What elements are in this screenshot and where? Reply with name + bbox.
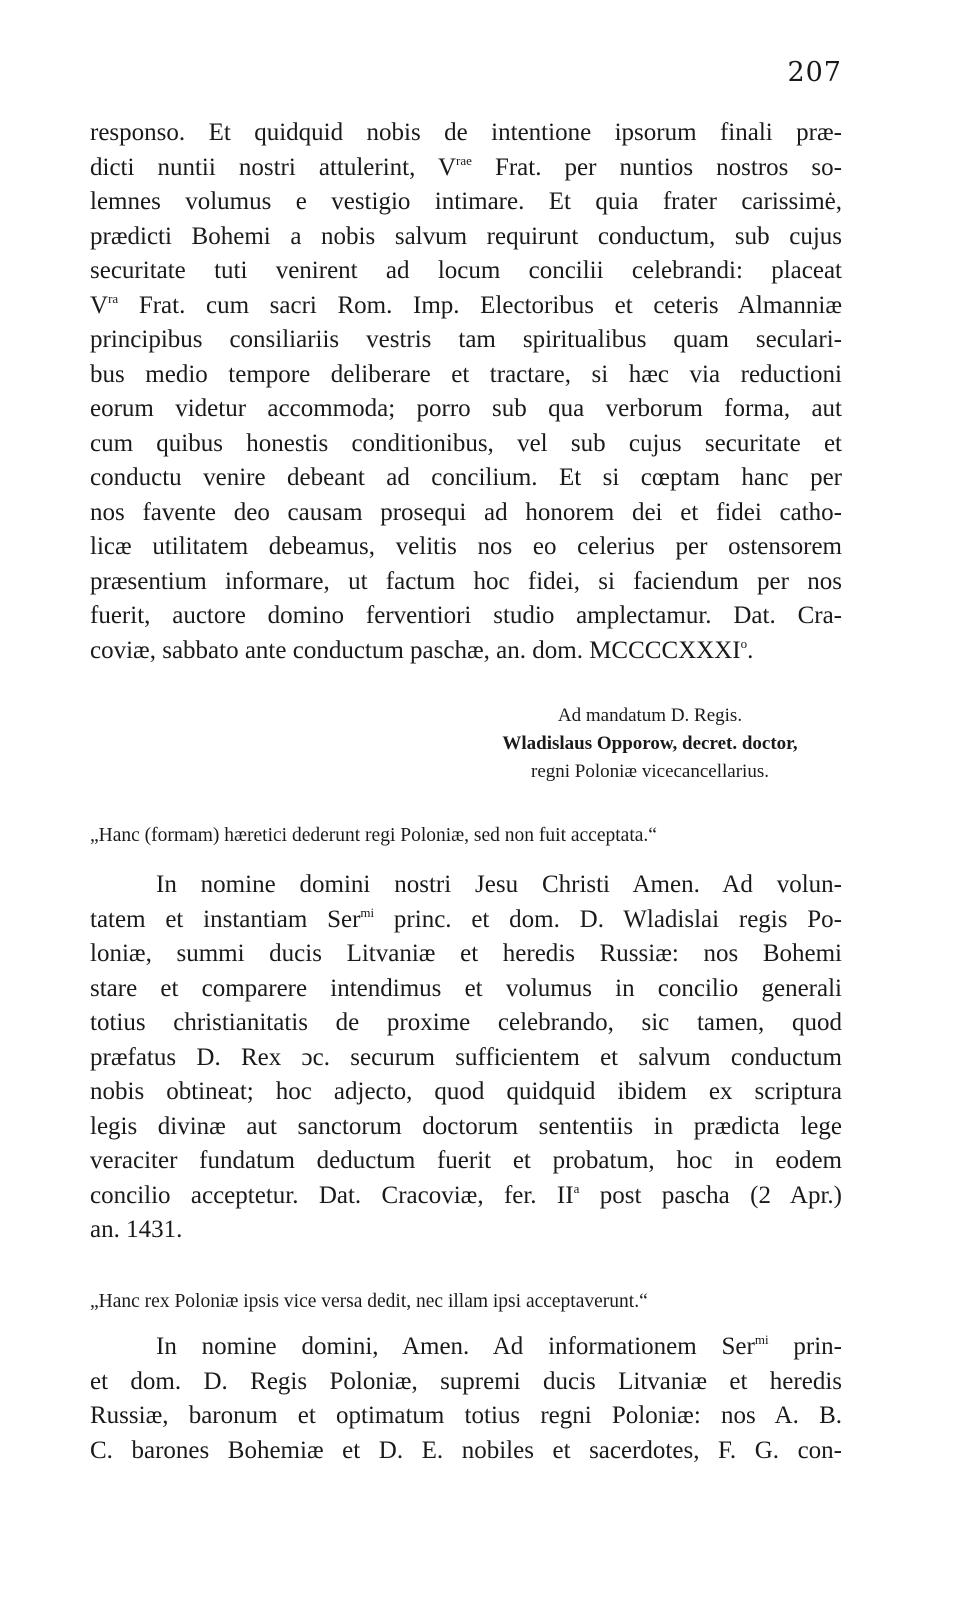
text-line: legis divinæ aut sanctorum doctorum sententiis in prædicta lege: [90, 1112, 842, 1140]
text-line: fuerit, auctore domino ferventiori studio amplectamur. Dat. Cra-: [90, 602, 842, 629]
signature-line: Wladislaus Opporow, decret. doctor,: [502, 733, 798, 754]
text-line: lemnes volumus e vestigio intimare. Et quia frater carissimė,: [90, 188, 842, 215]
paragraph-letter-body: [90, 116, 842, 668]
text-line: securitate tuti venirent ad locum concilii celebrandi: placeat: [90, 257, 842, 284]
text-line: an. 1431.: [90, 1216, 183, 1243]
text-line: stare et comparere intendimus et volumus in concilio generali: [90, 974, 842, 1002]
text-line: nos favente deo causam prosequi ad honorem dei et fidei catho-: [90, 498, 842, 526]
text-line: nobis obtineat; hoc adjecto, quod quidquid ibidem ex scriptura: [90, 1078, 842, 1105]
text-line: C. barones Bohemiæ et D. E. nobiles et sacerdotes, F. G. con-: [90, 1436, 842, 1464]
paragraph-polish-form: [90, 1330, 842, 1468]
text-line: $V^{ra}$ Frat. cum sacri Rom. Imp. Electoribus et ceteris Almanniæ: [90, 290, 842, 319]
text-line: In nomine domini nostri Jesu Christi Amen. Ad volun-: [156, 871, 842, 898]
text-line: cum quibus honestis conditionibus, vel sub cujus securitate et: [90, 429, 842, 457]
text-line: eorum videtur accommoda; porro sub qua verborum forma, aut: [90, 395, 842, 422]
text-line: In nomine domini, Amen. Ad informationem Ser$^{mi}$ prin-: [156, 1332, 842, 1360]
page-number: 207: [787, 57, 842, 88]
paragraph-bohemian-form: [90, 868, 842, 1248]
text-line: totius christianitatis de proxime celebrando, sic tamen, quod: [90, 1009, 842, 1036]
text-line: Russiæ, baronum et optimatum totius regni Poloniæ: nos A. B.: [90, 1402, 842, 1429]
quote-heading-1: „Hanc (formam) hæretici dederunt regi Poloniæ, sed non fuit acceptata.“: [90, 825, 657, 846]
text-line: responso. Et quidquid nobis de intentione ipsorum finali præ-: [90, 119, 842, 146]
text-line: conductu venire debeant ad concilium. Et si cœptam hanc per: [90, 464, 842, 491]
text-line: præsentium informare, ut factum hoc fidei, si faciendum per nos: [90, 567, 842, 595]
signature-block: [420, 702, 880, 786]
text-line: coviæ, sabbato ante conductum paschæ, an. dom. MCCCCXXXI$^o$.: [90, 635, 754, 664]
signature-line: Ad mandatum D. Regis.: [557, 705, 743, 726]
text-line: veraciter fundatum deductum fuerit et probatum, hoc in eodem: [90, 1147, 842, 1174]
text-line: tatem et instantiam Ser$^{mi}$ princ. et dom. D. Wladislai regis Po-: [90, 904, 842, 933]
text-line: licæ utilitatem debeamus, velitis nos eo celerius per ostensorem: [90, 533, 842, 560]
text-line: et dom. D. Regis Poloniæ, supremi ducis Litvaniæ et heredis: [90, 1367, 842, 1395]
text-line: dicti nuntii nostri attulerint, $V^{rae}$ Frat. per nuntios nostros so-: [90, 152, 842, 181]
quote-heading-2: „Hanc rex Poloniæ ipsis vice versa dedit, nec illam ipsi acceptaverunt.“: [90, 1291, 648, 1312]
text-line: bus medio tempore deliberare et tractare, si hæc via reductioni: [90, 360, 842, 388]
text-line: principibus consiliariis vestris tam spiritualibus quam seculari-: [90, 326, 842, 353]
signature-line: regni Poloniæ vicecancellarius.: [531, 761, 769, 782]
text-line: prædicti Bohemi a nobis salvum requirunt conductum, sub cujus: [90, 222, 842, 250]
text-line: præfatus D. Rex ɔc. securum sufficientem et salvum conductum: [90, 1043, 842, 1071]
text-line: concilio acceptetur. Dat. Cracoviæ, fer. $II^a$ post pascha (2 Apr.): [90, 1180, 843, 1209]
text-line: loniæ, summi ducis Litvaniæ et heredis Russiæ: nos Bohemi: [90, 940, 842, 967]
